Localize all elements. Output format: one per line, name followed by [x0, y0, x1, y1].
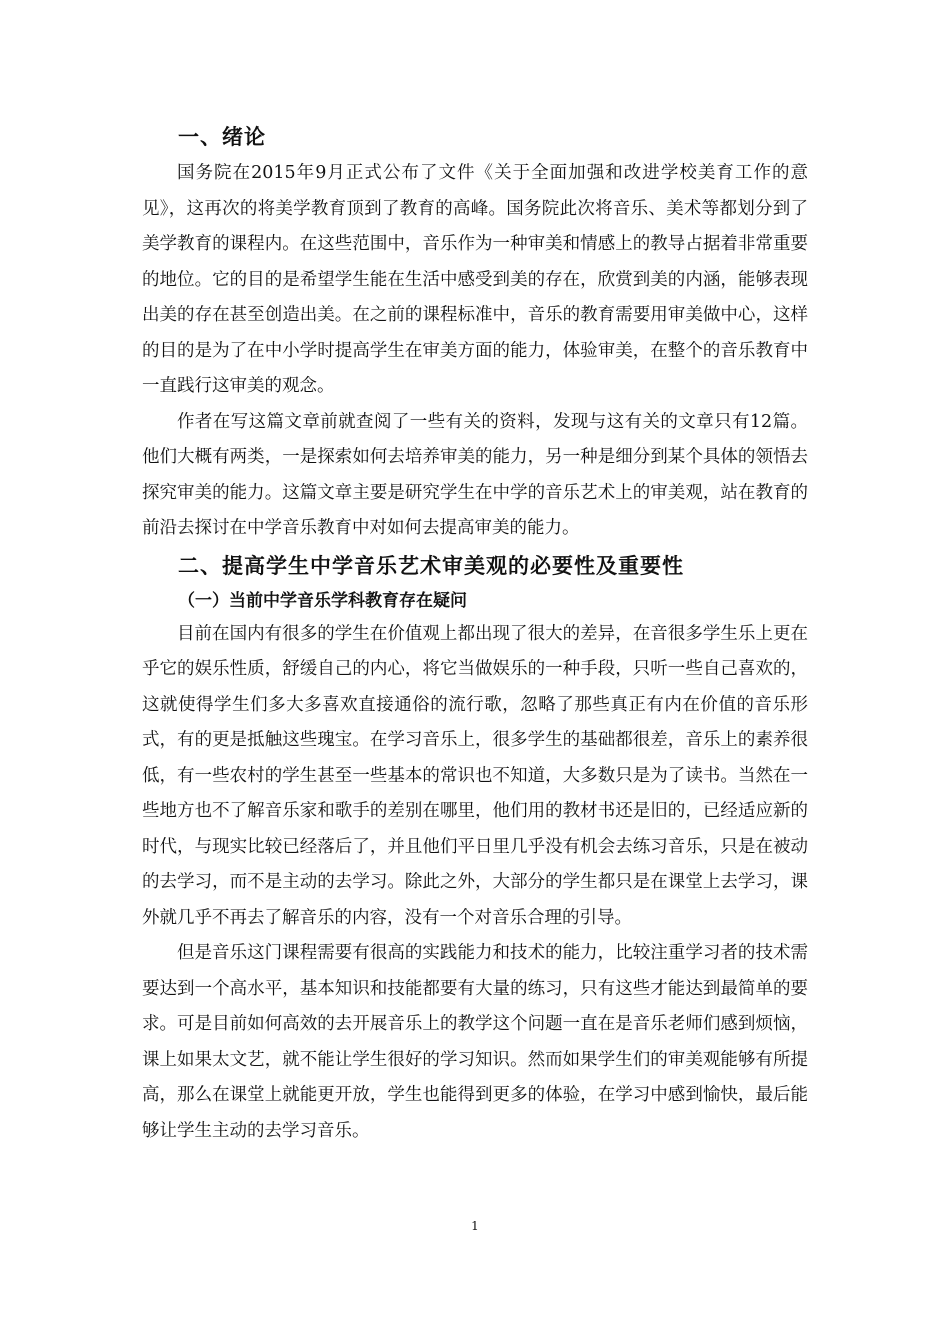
- paragraph: 国务院在2015年9月正式公布了文件《关于全面加强和改进学校美育工作的意见》，这再次的将美学教育顶到了教育的高峰。国务院此次将音乐、美术等都划分到了美学教育的课程内。在这些范围中，音乐作为一种审美和情感上的教导占据着非常重要的地位。它的目的是希望学生能在生活中感受到美的存在，欣赏到美的内涵，能够表现出美的存在甚至创造出美。在之前的课程标准中，音乐的教育需要用审美做中心，这样的目的是为了在中小学时提高学生在审美方面的能力，体验审美，在整个的音乐教育中一直践行这审美的观念。: [142, 163, 808, 396]
- subsection-heading-current-issues: （一）当前中学音乐学科教育存在疑问: [178, 590, 467, 611]
- section-heading-introduction: 一、绪论: [178, 125, 266, 149]
- paragraph: 作者在写这篇文章前就查阅了一些有关的资料，发现与这有关的文章只有12篇。他们大概有两类，一是探索如何去培养审美的能力，另一种是细分到某个具体的领悟去探究审美的能力。这篇文章主要是研究学生在中学的音乐艺术上的审美观，站在教育的前沿去探讨在中学音乐教育中对如何去提高审美的能力。: [142, 411, 808, 538]
- document-page: [142, 118, 808, 1149]
- paragraph: 但是音乐这门课程需要有很高的实践能力和技术的能力，比较注重学习者的技术需要达到一个高水平，基本知识和技能都要有大量的练习，只有这些才能达到最简单的要求。可是目前如何高效的去开展音乐上的教学这个问题一直在是音乐老师们感到烦恼，课上如果太文艺，就不能让学生很好的学习知识。然而如果学生们的审美观能够有所提高，那么在课堂上就能更开放，学生也能得到更多的体验，在学习中感到愉快，最后能够让学生主动的去学习音乐。: [142, 943, 808, 1141]
- section-heading-necessity: 二、提高学生中学音乐艺术审美观的必要性及重要性: [178, 553, 684, 578]
- paragraph: 目前在国内有很多的学生在价值观上都出现了很大的差异，在音很多学生乐上更在乎它的娱乐性质，舒缓自己的内心，将它当做娱乐的一种手段，只听一些自己喜欢的，这就使得学生们多大多喜欢直接通俗的流行歌，忽略了那些真正有内在价值的音乐形式，有的更是抵触这些瑰宝。在学习音乐上，很多学生的基础都很差，音乐上的素养很低，有一些农村的学生甚至一些基本的常识也不知道，大多数只是为了读书。当然在一些地方也不了解音乐家和歌手的差别在哪里，他们用的教材书还是旧的，已经适应新的时代，与现实比较已经落后了，并且他们平日里几乎没有机会去练习音乐，只是在被动的去学习，而不是主动的去学习。除此之外，大部分的学生都只是在课堂上去学习，课外就几乎不再去了解音乐的内容，没有一个对音乐合理的引导。: [142, 623, 808, 928]
- page-number: 1: [471, 1219, 479, 1233]
